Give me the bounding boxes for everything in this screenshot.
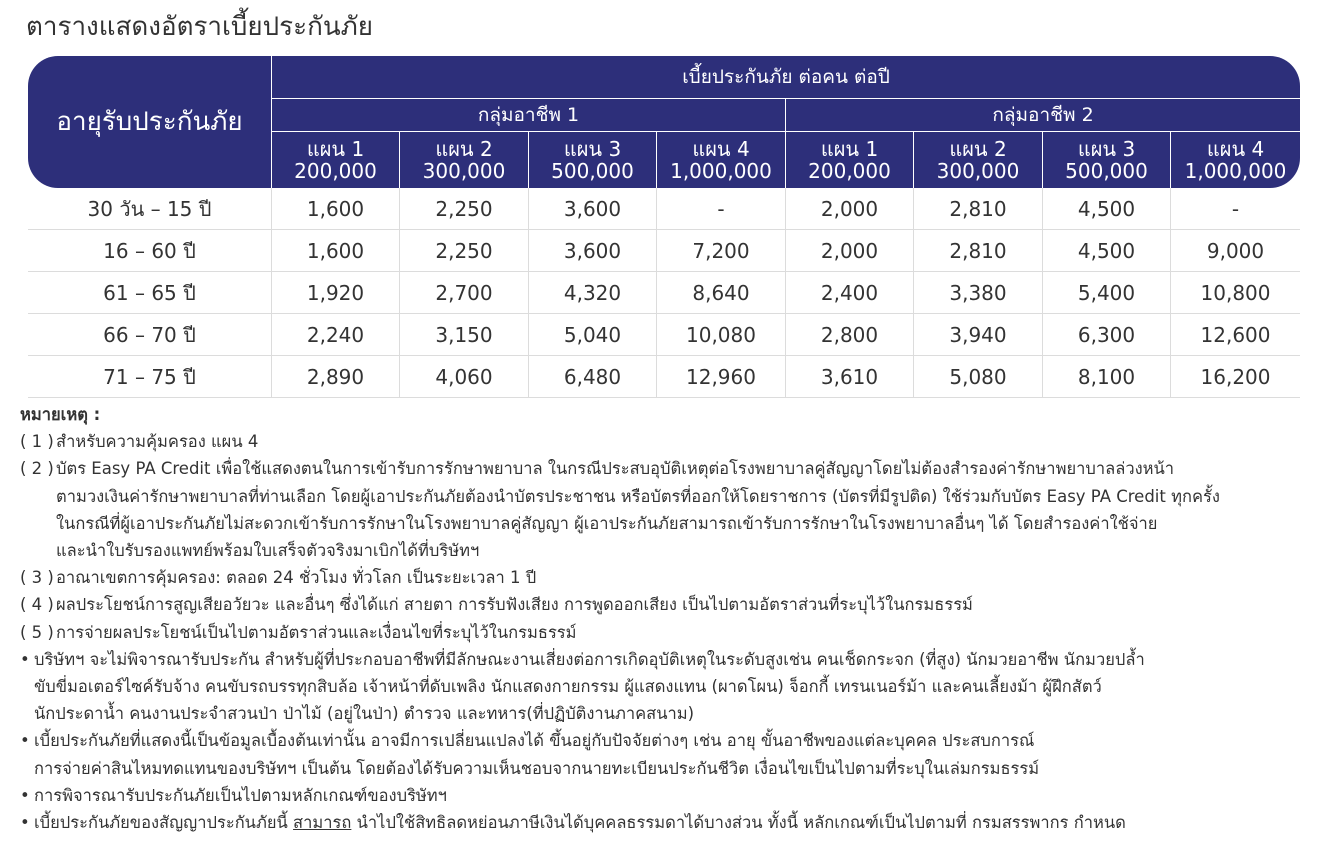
premium-rate-table (28, 56, 1300, 398)
premium-cell: 3,600 (529, 188, 657, 230)
note-marker: ( 4 ) (20, 595, 54, 615)
age-cell: 71 – 75 ปี (28, 356, 272, 398)
bullet-item (20, 782, 1320, 809)
note-marker: ( 2 ) (20, 459, 54, 479)
premium-cell: 2,810 (914, 188, 1043, 230)
plan-amount: 500,000 (1065, 159, 1148, 183)
plan-header (786, 132, 914, 188)
notes-section (20, 401, 1320, 836)
table-row (28, 272, 1300, 314)
bullet-item (20, 727, 1320, 781)
note-line: อาณาเขตการคุ้มครอง: ตลอด 24 ชั่วโมง ทั่วโลก เป็นระยะเวลา 1 ปี (56, 568, 537, 588)
premium-cell: 6,480 (529, 356, 657, 398)
premium-cell: 10,080 (657, 314, 786, 356)
bullet-marker: • (20, 813, 30, 833)
plan-header (914, 132, 1043, 188)
premium-cell: 4,500 (1043, 188, 1171, 230)
note-line: การจ่ายผลประโยชน์เป็นไปตามอัตราส่วนและเงื่อนไขที่ระบุไว้ในกรมธรรม์ (56, 622, 577, 642)
note-item (20, 564, 1320, 591)
plan-name: แผน 4 (692, 137, 750, 161)
premium-cell: - (657, 188, 786, 230)
note-marker: ( 3 ) (20, 568, 54, 588)
premium-cell: 3,600 (529, 230, 657, 272)
plan-amount: 200,000 (808, 159, 891, 183)
plan-amount: 200,000 (294, 159, 377, 183)
note-item (20, 591, 1320, 618)
plan-name: แผน 3 (1077, 137, 1136, 161)
premium-cell: 5,040 (529, 314, 657, 356)
premium-cell: 2,400 (786, 272, 914, 314)
premium-cell: 8,100 (1043, 356, 1171, 398)
bullet-line: เบี้ยประกันภัยที่แสดงนี้เป็นข้อมูลเบื้องต้นเท่านั้น อาจมีการเปลี่ยนแปลงได้ ขึ้นอยู่กับปัจจัยต่างๆ เช่น อายุ ขั้นอาชีพของแต่ละบุคคล ประสบการณ์ (34, 731, 1035, 751)
premium-cell: 3,610 (786, 356, 914, 398)
bullet-marker: • (20, 731, 30, 751)
premium-cell: 9,000 (1171, 230, 1300, 272)
premium-cell: 6,300 (1043, 314, 1171, 356)
plan-header (400, 132, 529, 188)
plan-header (272, 132, 400, 188)
note-line: ผลประโยชน์การสูญเสียอวัยวะ และอื่นๆ ซึ่งได้แก่ สายตา การรับฟังเสียง การพูดออกเสียง เป็นไปตามอัตราส่วนที่ระบุไว้ในกรมธรรม์ (56, 595, 973, 615)
premium-cell: 2,250 (400, 188, 529, 230)
bullet-item (20, 809, 1320, 836)
table-row (28, 188, 1300, 230)
premium-cell: 16,200 (1171, 356, 1300, 398)
premium-cell: 2,000 (786, 188, 914, 230)
plan-name: แผน 4 (1206, 137, 1265, 161)
occupation-group-2-header: กลุ่มอาชีพ 2 (786, 99, 1300, 132)
bullet-line: ขับขี่มอเตอร์ไซค์รับจ้าง คนขับรถบรรทุกสิบล้อ เจ้าหน้าที่ดับเพลิง นักแสดงกายกรรม ผู้แสดงแทน (ผาดโผน) จ็อกกี้ เทรนเนอร์ม้า และคนเลี้ยงม้า ผู้ฝึกสัตว์ (34, 677, 1102, 697)
note-line: ตามวงเงินค่ารักษาพยาบาลที่ท่านเลือก โดยผู้เอาประกันภัยต้องนำบัตรประชาชน หรือบัตรที่ออกให้โดยราชการ (บัตรที่มีรูปติด) ใช้ร่วมกับบัตร Easy PA Credit ทุกครั้ง (56, 486, 1220, 506)
bullet-line (34, 809, 1320, 836)
tax-note-prefix: เบี้ยประกันภัยของสัญญาประกันภัยนี้ (34, 813, 294, 833)
plan-amount: 500,000 (551, 159, 634, 183)
age-cell: 66 – 70 ปี (28, 314, 272, 356)
note-line: บัตร Easy PA Credit เพื่อใช้แสดงตนในการเข้ารับการรักษาพยาบาล ในกรณีประสบอุบัติเหตุต่อโรงพยาบาลคู่สัญญาโดยไม่ต้องสำรองค่ารักษาพยาบาลล่วงหน้า (56, 459, 1175, 479)
premium-cell: 7,200 (657, 230, 786, 272)
premium-cell: 2,700 (400, 272, 529, 314)
tax-note-underlined: สามารถ (293, 813, 352, 833)
bullet-line: นักประดาน้ำ คนงานประจำสวนป่า ป่าไม้ (อยู่ในป่า) ตำรวจ และทหาร(ที่ปฏิบัติงานภาคสนาม) (34, 704, 695, 724)
premium-cell: 3,380 (914, 272, 1043, 314)
bullet-line: การจ่ายค่าสินไหมทดแทนของบริษัทฯ เป็นต้น โดยต้องได้รับความเห็นชอบจากนายทะเบียนประกันชีวิต เงื่อนไขเป็นไปตามที่ระบุในเล่มกรมธรรม์ (34, 758, 1040, 778)
page-title: ตารางแสดงอัตราเบี้ยประกันภัย (26, 12, 373, 42)
bullet-line: การพิจารณารับประกันภัยเป็นไปตามหลักเกณฑ์ของบริษัทฯ (34, 785, 447, 805)
plan-name: แผน 2 (949, 137, 1007, 161)
table-row (28, 356, 1300, 398)
premium-cell: 2,800 (786, 314, 914, 356)
note-item (20, 455, 1320, 564)
premium-cell: 2,890 (272, 356, 400, 398)
age-cell: 61 – 65 ปี (28, 272, 272, 314)
premium-cell: 8,640 (657, 272, 786, 314)
premium-cell: 2,240 (272, 314, 400, 356)
note-item (20, 428, 1320, 455)
table-row (28, 230, 1300, 272)
occupation-group-1-header: กลุ่มอาชีพ 1 (272, 99, 786, 132)
premium-cell: 4,060 (400, 356, 529, 398)
tax-note-suffix: นำไปใช้สิทธิลดหย่อนภาษีเงินได้บุคคลธรรมดาได้บางส่วน ทั้งนี้ หลักเกณฑ์เป็นไปตามที่ กรมสรรพากร กำหนด (351, 813, 1126, 833)
premium-cell: 1,600 (272, 230, 400, 272)
note-line: สำหรับความคุ้มครอง แผน 4 (56, 432, 259, 452)
premium-header: เบี้ยประกันภัย ต่อคน ต่อปี (272, 56, 1300, 99)
premium-cell: 3,150 (400, 314, 529, 356)
age-column-header: อายุรับประกันภัย (28, 56, 272, 188)
note-item (20, 619, 1320, 646)
plan-header (1171, 132, 1300, 188)
premium-cell: 4,320 (529, 272, 657, 314)
premium-cell: - (1171, 188, 1300, 230)
premium-cell: 4,500 (1043, 230, 1171, 272)
plan-name: แผน 3 (563, 137, 622, 161)
premium-cell: 5,400 (1043, 272, 1171, 314)
premium-cell: 2,000 (786, 230, 914, 272)
note-marker: ( 1 ) (20, 432, 54, 452)
plan-amount: 1,000,000 (1184, 159, 1287, 183)
bullet-marker: • (20, 785, 30, 805)
plan-amount: 1,000,000 (670, 159, 772, 183)
premium-cell: 3,940 (914, 314, 1043, 356)
plan-header (529, 132, 657, 188)
note-line: และนำใบรับรองแพทย์พร้อมใบเสร็จตัวจริงมาเบิกได้ที่บริษัทฯ (56, 541, 480, 561)
premium-cell: 10,800 (1171, 272, 1300, 314)
premium-cell: 2,810 (914, 230, 1043, 272)
plan-name: แผน 1 (306, 137, 365, 161)
premium-cell: 2,250 (400, 230, 529, 272)
note-marker: ( 5 ) (20, 622, 54, 642)
table-row (28, 314, 1300, 356)
premium-cell: 1,920 (272, 272, 400, 314)
age-cell: 30 วัน – 15 ปี (28, 188, 272, 230)
age-cell: 16 – 60 ปี (28, 230, 272, 272)
bullet-line: บริษัทฯ จะไม่พิจารณารับประกัน สำหรับผู้ที่ประกอบอาชีพที่มีลักษณะงานเสี่ยงต่อการเกิดอุบัติเหตุในระดับสูงเช่น คนเช็ดกระจก (ที่สูง) นักมวยอาชีพ นักมวยปล้ำ (34, 649, 1145, 669)
premium-cell: 1,600 (272, 188, 400, 230)
note-line: ในกรณีที่ผู้เอาประกันภัยไม่สะดวกเข้ารับการรักษาในโรงพยาบาลคู่สัญญา ผู้เอาประกันภัยสามารถเข้ารับการรักษาในโรงพยาบาลอื่นๆ ได้ โดยสำรองค่าใช้จ่าย (56, 513, 1158, 533)
bullet-item (20, 646, 1320, 728)
plan-header (1043, 132, 1171, 188)
plan-amount: 300,000 (422, 159, 506, 183)
premium-cell: 5,080 (914, 356, 1043, 398)
premium-cell: 12,600 (1171, 314, 1300, 356)
plan-amount: 300,000 (936, 159, 1020, 183)
plan-name: แผน 2 (435, 137, 493, 161)
plan-header (657, 132, 786, 188)
plan-name: แผน 1 (820, 137, 879, 161)
premium-cell: 12,960 (657, 356, 786, 398)
notes-heading: หมายเหตุ : (20, 405, 101, 424)
bullet-marker: • (20, 649, 30, 669)
